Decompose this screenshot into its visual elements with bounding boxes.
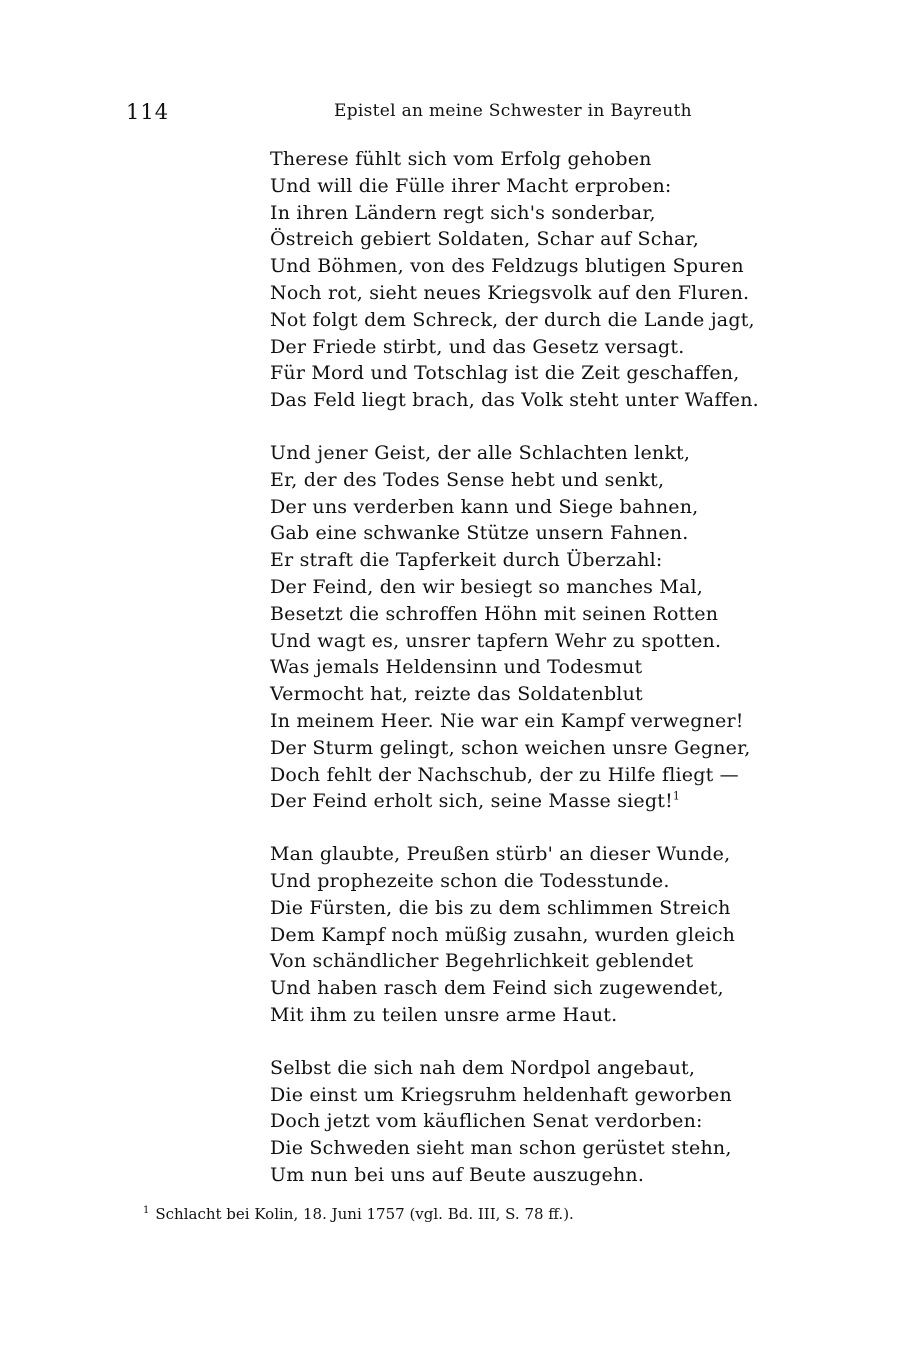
- verse-line: Doch fehlt der Nachschub, der zu Hilfe fliegt —: [270, 763, 739, 786]
- verse-line: Doch jetzt vom käuflichen Senat verdorben:: [270, 1110, 703, 1133]
- verse-line: Der Feind, den wir besiegt so manches Mal,: [270, 575, 704, 598]
- verse-line: Therese fühlt sich vom Erfolg gehoben: [270, 148, 652, 170]
- verse-line: Er, der des Todes Sense hebt und senkt,: [270, 468, 665, 491]
- verse-line: Und wagt es, unsrer tapfern Wehr zu spotten.: [270, 629, 722, 652]
- verse-line: Um nun bei uns auf Beute auszugehn.: [270, 1163, 645, 1186]
- poem-body: [270, 146, 759, 1215]
- verse-line: Vermocht hat, reizte das Soldatenblut: [270, 683, 643, 706]
- verse-line: Gab eine schwanke Stütze unsern Fahnen.: [270, 522, 689, 545]
- verse-line: Und Böhmen, von des Feldzugs blutigen Spuren: [270, 255, 744, 278]
- verse-line: Und will die Fülle ihrer Macht erproben:: [270, 174, 672, 197]
- verse-line: Östreich gebiert Soldaten, Schar auf Schar,: [270, 228, 699, 251]
- verse-line: Selbst die sich nah dem Nordpol angebaut,: [270, 1056, 696, 1079]
- verse-line: Man glaubte, Preußen stürb' an dieser Wunde,: [270, 843, 731, 866]
- verse-line: Die einst um Kriegsruhm heldenhaft geworben: [270, 1083, 732, 1106]
- stanza-4: [270, 1055, 750, 1189]
- verse-line: Er straft die Tapferkeit durch Überzahl:: [270, 549, 663, 572]
- verse-line: Die Schweden sieht man schon gerüstet stehn,: [270, 1137, 732, 1160]
- verse-line: Mit ihm zu teilen unsre arme Haut.: [270, 1003, 618, 1026]
- footnote-text: Schlacht bei Kolin, 18. Juni 1757 (vgl. Bd. III, S. 78 ff.).: [155, 1205, 574, 1223]
- verse-line: Der Friede stirbt, und das Gesetz versagt.: [270, 335, 685, 358]
- verse-line: Das Feld liegt brach, das Volk steht unter Waffen.: [270, 389, 759, 412]
- verse-line: Dem Kampf noch müßig zusahn, wurden gleich: [270, 923, 736, 946]
- verse-line: Und haben rasch dem Feind sich zugewendet,: [270, 977, 724, 1000]
- verse-line-with-footnote: [270, 788, 750, 815]
- verse-line: Von schändlicher Begehrlichkeit geblendet: [270, 950, 694, 973]
- verse-line: Der Sturm gelingt, schon weichen unsre Gegner,: [270, 736, 751, 759]
- running-title: Epistel an meine Schwester in Bayreuth: [334, 101, 692, 121]
- footnote: [143, 1205, 574, 1223]
- verse-line: Die Fürsten, die bis zu dem schlimmen Streich: [270, 896, 731, 919]
- verse-line-text: Der Feind erholt sich, seine Masse siegt!: [270, 790, 673, 813]
- verse-line: Der uns verderben kann und Siege bahnen,: [270, 495, 699, 518]
- page-number: 114: [126, 100, 170, 124]
- verse-line: Was jemals Heldensinn und Todesmut: [270, 656, 643, 679]
- stanza-2: [270, 440, 750, 815]
- verse-line: Und prophezeite schon die Todesstunde.: [270, 869, 670, 892]
- stanza-3: [270, 841, 750, 1029]
- stanza-1: [270, 146, 759, 414]
- verse-line: Noch rot, sieht neues Kriegsvolk auf den Fluren.: [270, 281, 750, 304]
- verse-line: Not folgt dem Schreck, der durch die Lande jagt,: [270, 308, 755, 331]
- footnote-reference[interactable]: 1: [672, 790, 681, 803]
- verse-line: Besetzt die schroffen Höhn mit seinen Rotten: [270, 602, 719, 625]
- verse-line: In meinem Heer. Nie war ein Kampf verwegner!: [270, 709, 744, 732]
- verse-line: In ihren Ländern regt sich's sonderbar,: [270, 201, 656, 224]
- verse-line: Für Mord und Totschlag ist die Zeit geschaffen,: [270, 362, 740, 385]
- footnote-number: 1: [143, 1205, 150, 1216]
- verse-line: Und jener Geist, der alle Schlachten lenkt,: [270, 441, 691, 464]
